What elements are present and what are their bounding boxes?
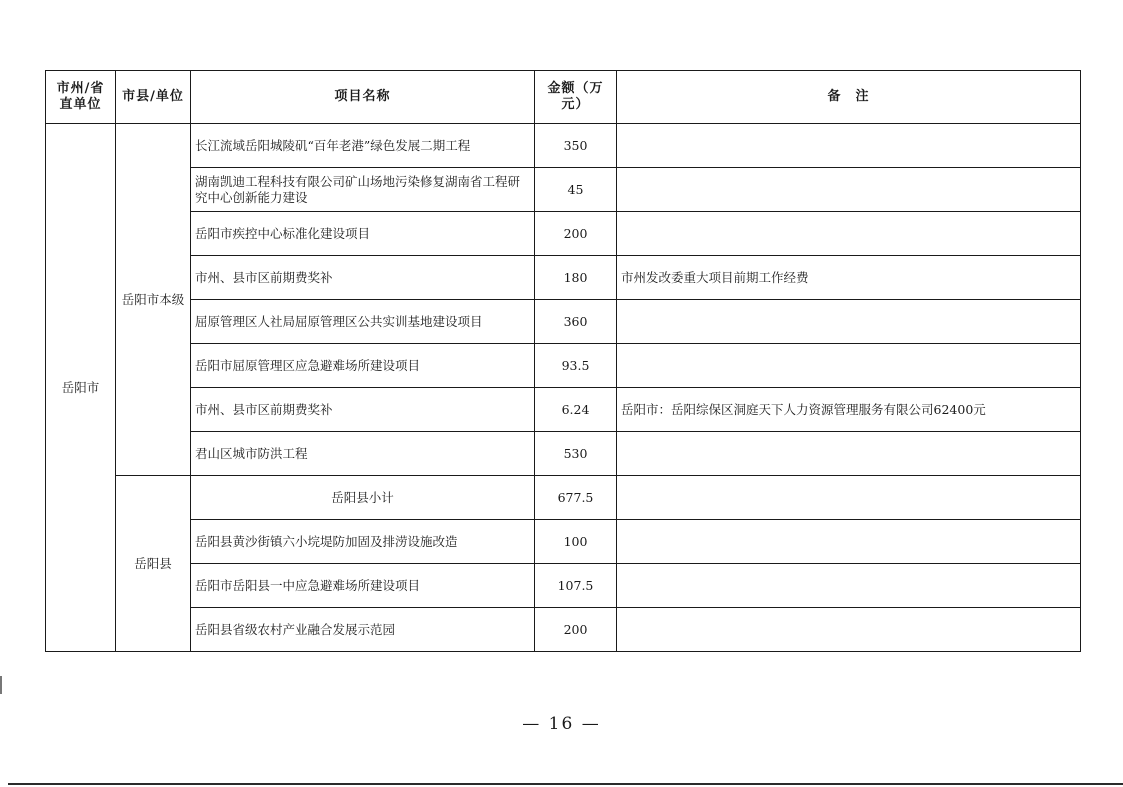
county-cell: 岳阳市本级 (116, 124, 191, 476)
note-value (617, 520, 1081, 564)
budget-table (45, 70, 1081, 652)
bottom-rule (8, 783, 1123, 785)
subtotal-row (46, 476, 1081, 520)
note-value (617, 564, 1081, 608)
amount-value: 350 (535, 124, 617, 168)
amount-value: 107.5 (535, 564, 617, 608)
table-row (46, 256, 1081, 300)
amount-value: 530 (535, 432, 617, 476)
project-name: 岳阳县黄沙街镇六小垸堤防加固及排涝设施改造 (191, 520, 535, 564)
amount-value: 180 (535, 256, 617, 300)
amount-value: 6.24 (535, 388, 617, 432)
project-name: 屈原管理区人社局屈原管理区公共实训基地建设项目 (191, 300, 535, 344)
table-row (46, 300, 1081, 344)
table-row (46, 564, 1081, 608)
project-name: 岳阳县省级农村产业融合发展示范园 (191, 608, 535, 652)
project-name: 市州、县市区前期费奖补 (191, 256, 535, 300)
table-row (46, 212, 1081, 256)
project-name: 岳阳市岳阳县一中应急避难场所建设项目 (191, 564, 535, 608)
amount-value: 100 (535, 520, 617, 564)
amount-value: 360 (535, 300, 617, 344)
amount-value: 200 (535, 212, 617, 256)
note-value: 岳阳市：岳阳综保区洞庭天下人力资源管理服务有限公司62400元 (617, 388, 1081, 432)
project-name: 岳阳市疾控中心标准化建设项目 (191, 212, 535, 256)
margin-mark (0, 676, 2, 694)
table-row (46, 608, 1081, 652)
project-name: 湖南凯迪工程科技有限公司矿山场地污染修复湖南省工程研究中心创新能力建设 (191, 168, 535, 212)
table-row (46, 388, 1081, 432)
amount-value: 200 (535, 608, 617, 652)
project-name: 君山区城市防洪工程 (191, 432, 535, 476)
table-row (46, 124, 1081, 168)
project-name: 岳阳市屈原管理区应急避难场所建设项目 (191, 344, 535, 388)
note-value (617, 168, 1081, 212)
note-value (617, 124, 1081, 168)
note-value (617, 432, 1081, 476)
note-value (617, 212, 1081, 256)
header-city: 市州/省直单位 (46, 71, 116, 124)
note-value (617, 608, 1081, 652)
table-row (46, 168, 1081, 212)
note-value (617, 300, 1081, 344)
header-amount: 金额（万元） (535, 71, 617, 124)
city-cell: 岳阳市 (46, 124, 116, 652)
subtotal-amount: 677.5 (535, 476, 617, 520)
project-name: 长江流域岳阳城陵矶“百年老港”绿色发展二期工程 (191, 124, 535, 168)
header-note: 备 注 (617, 71, 1081, 124)
note-value (617, 344, 1081, 388)
page-number: — 16 — (522, 714, 601, 734)
header-county: 市县/单位 (116, 71, 191, 124)
note-value: 市州发改委重大项目前期工作经费 (617, 256, 1081, 300)
project-name: 市州、县市区前期费奖补 (191, 388, 535, 432)
table-row (46, 432, 1081, 476)
subtotal-label: 岳阳县小计 (191, 476, 535, 520)
county-cell: 岳阳县 (116, 476, 191, 652)
amount-value: 93.5 (535, 344, 617, 388)
note-value (617, 476, 1081, 520)
amount-value: 45 (535, 168, 617, 212)
table-row (46, 520, 1081, 564)
header-project: 项目名称 (191, 71, 535, 124)
table-row (46, 344, 1081, 388)
header-row (46, 71, 1081, 124)
